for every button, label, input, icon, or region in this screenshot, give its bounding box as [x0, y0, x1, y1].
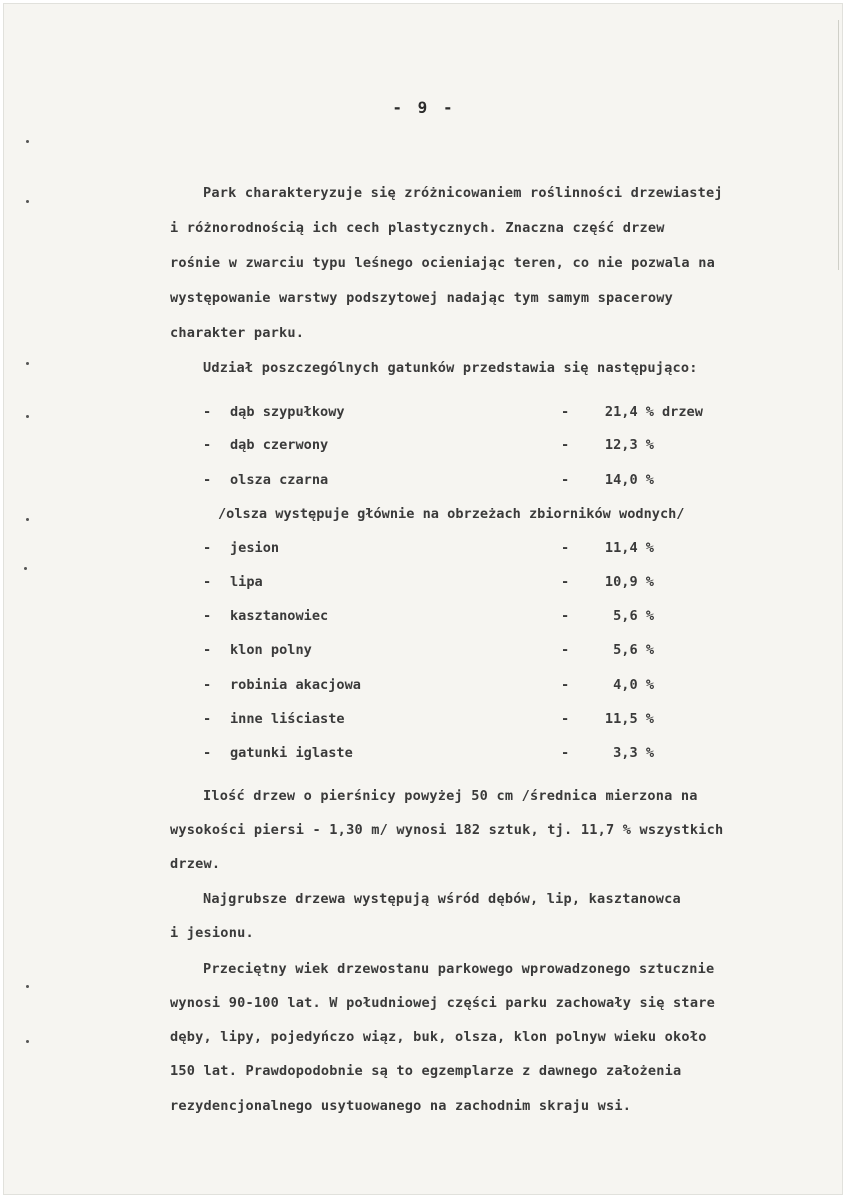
species-percent: 3,3 % [613, 745, 654, 761]
list-dash: - [203, 472, 212, 488]
species-name: inne liściaste [230, 711, 345, 727]
species-name: olsza czarna [230, 472, 329, 488]
list-dash: - [561, 540, 570, 556]
paragraph-line: i jesionu. [170, 925, 254, 941]
species-name: kasztanowiec [230, 608, 329, 624]
species-note: /olsza występuje głównie na obrzeżach zbiorników wodnych/ [218, 506, 685, 522]
page-edge-mark [838, 20, 839, 270]
list-dash: - [203, 608, 212, 624]
list-dash: - [203, 745, 212, 761]
list-dash: - [561, 677, 570, 693]
species-percent: 11,4 % [604, 540, 654, 556]
punch-hole-mark [26, 518, 29, 521]
paragraph-line: wysokości piersi - 1,30 m/ wynosi 182 sztuk, tj. 11,7 % wszystkich [170, 822, 724, 838]
punch-hole-mark [26, 200, 29, 203]
species-percent: 12,3 % [604, 437, 654, 453]
punch-hole-mark [26, 415, 29, 418]
species-percent: 11,5 % [604, 711, 654, 727]
paragraph-line: występowanie warstwy podszytowej nadając tym samym spacerowy [170, 290, 674, 306]
species-name: dąb szypułkowy [230, 404, 345, 420]
list-dash: - [561, 711, 570, 727]
list-dash: - [561, 745, 570, 761]
species-percent: 14,0 % [604, 472, 654, 488]
species-extra: drzew [662, 404, 703, 420]
species-percent: 5,6 % [613, 608, 654, 624]
species-name: dąb czerwony [230, 437, 329, 453]
species-name: gatunki iglaste [230, 745, 353, 761]
species-percent: 10,9 % [604, 574, 654, 590]
paragraph-line: charakter parku. [170, 325, 305, 341]
species-name: robinia akacjowa [230, 677, 361, 693]
paragraph-line: 150 lat. Prawdopodobnie są to egzemplarze z dawnego założenia [170, 1063, 682, 1079]
page-number: - 9 - [392, 98, 456, 117]
document-page [3, 3, 843, 1195]
list-dash: - [203, 677, 212, 693]
paragraph-line: dęby, lipy, pojedyńczo wiąz, buk, olsza, klon polnyw wieku około [170, 1029, 707, 1045]
punch-hole-mark [24, 567, 27, 570]
punch-hole-mark [26, 985, 29, 988]
list-dash: - [203, 404, 212, 420]
species-intro: Udział poszczególnych gatunków przedstawia się następująco: [203, 360, 698, 376]
paragraph-line: Ilość drzew o pierśnicy powyżej 50 cm /średnica mierzona na [203, 788, 698, 804]
list-dash: - [203, 437, 212, 453]
paragraph-line: wynosi 90-100 lat. W południowej części parku zachowały się stare [170, 995, 715, 1011]
species-percent: 5,6 % [613, 642, 654, 658]
species-name: lipa [230, 574, 263, 590]
list-dash: - [561, 642, 570, 658]
species-name: klon polny [230, 642, 312, 658]
list-dash: - [203, 540, 212, 556]
list-dash: - [561, 437, 570, 453]
punch-hole-mark [26, 1040, 29, 1043]
paragraph-line: Park charakteryzuje się zróżnicowaniem roślinności drzewiastej [203, 185, 723, 201]
list-dash: - [203, 574, 212, 590]
paragraph-line: drzew. [170, 856, 221, 872]
paragraph-line: Przeciętny wiek drzewostanu parkowego wprowadzonego sztucznie [203, 961, 715, 977]
paragraph-line: Najgrubsze drzewa występują wśród dębów, lip, kasztanowca [203, 891, 681, 907]
punch-hole-mark [26, 362, 29, 365]
punch-hole-mark [26, 140, 29, 143]
species-percent: 21,4 % [604, 404, 654, 420]
paragraph-line: rezydencjonalnego usytuowanego na zachodnim skraju wsi. [170, 1098, 632, 1114]
list-dash: - [561, 574, 570, 590]
list-dash: - [561, 404, 570, 420]
list-dash: - [561, 608, 570, 624]
species-percent: 4,0 % [613, 677, 654, 693]
species-name: jesion [230, 540, 280, 556]
list-dash: - [203, 642, 212, 658]
paragraph-line: rośnie w zwarciu typu leśnego ocieniając teren, co nie pozwala na [170, 255, 715, 271]
paragraph-line: i różnorodnością ich cech plastycznych. Znaczna część drzew [170, 220, 665, 236]
list-dash: - [561, 472, 570, 488]
list-dash: - [203, 711, 212, 727]
